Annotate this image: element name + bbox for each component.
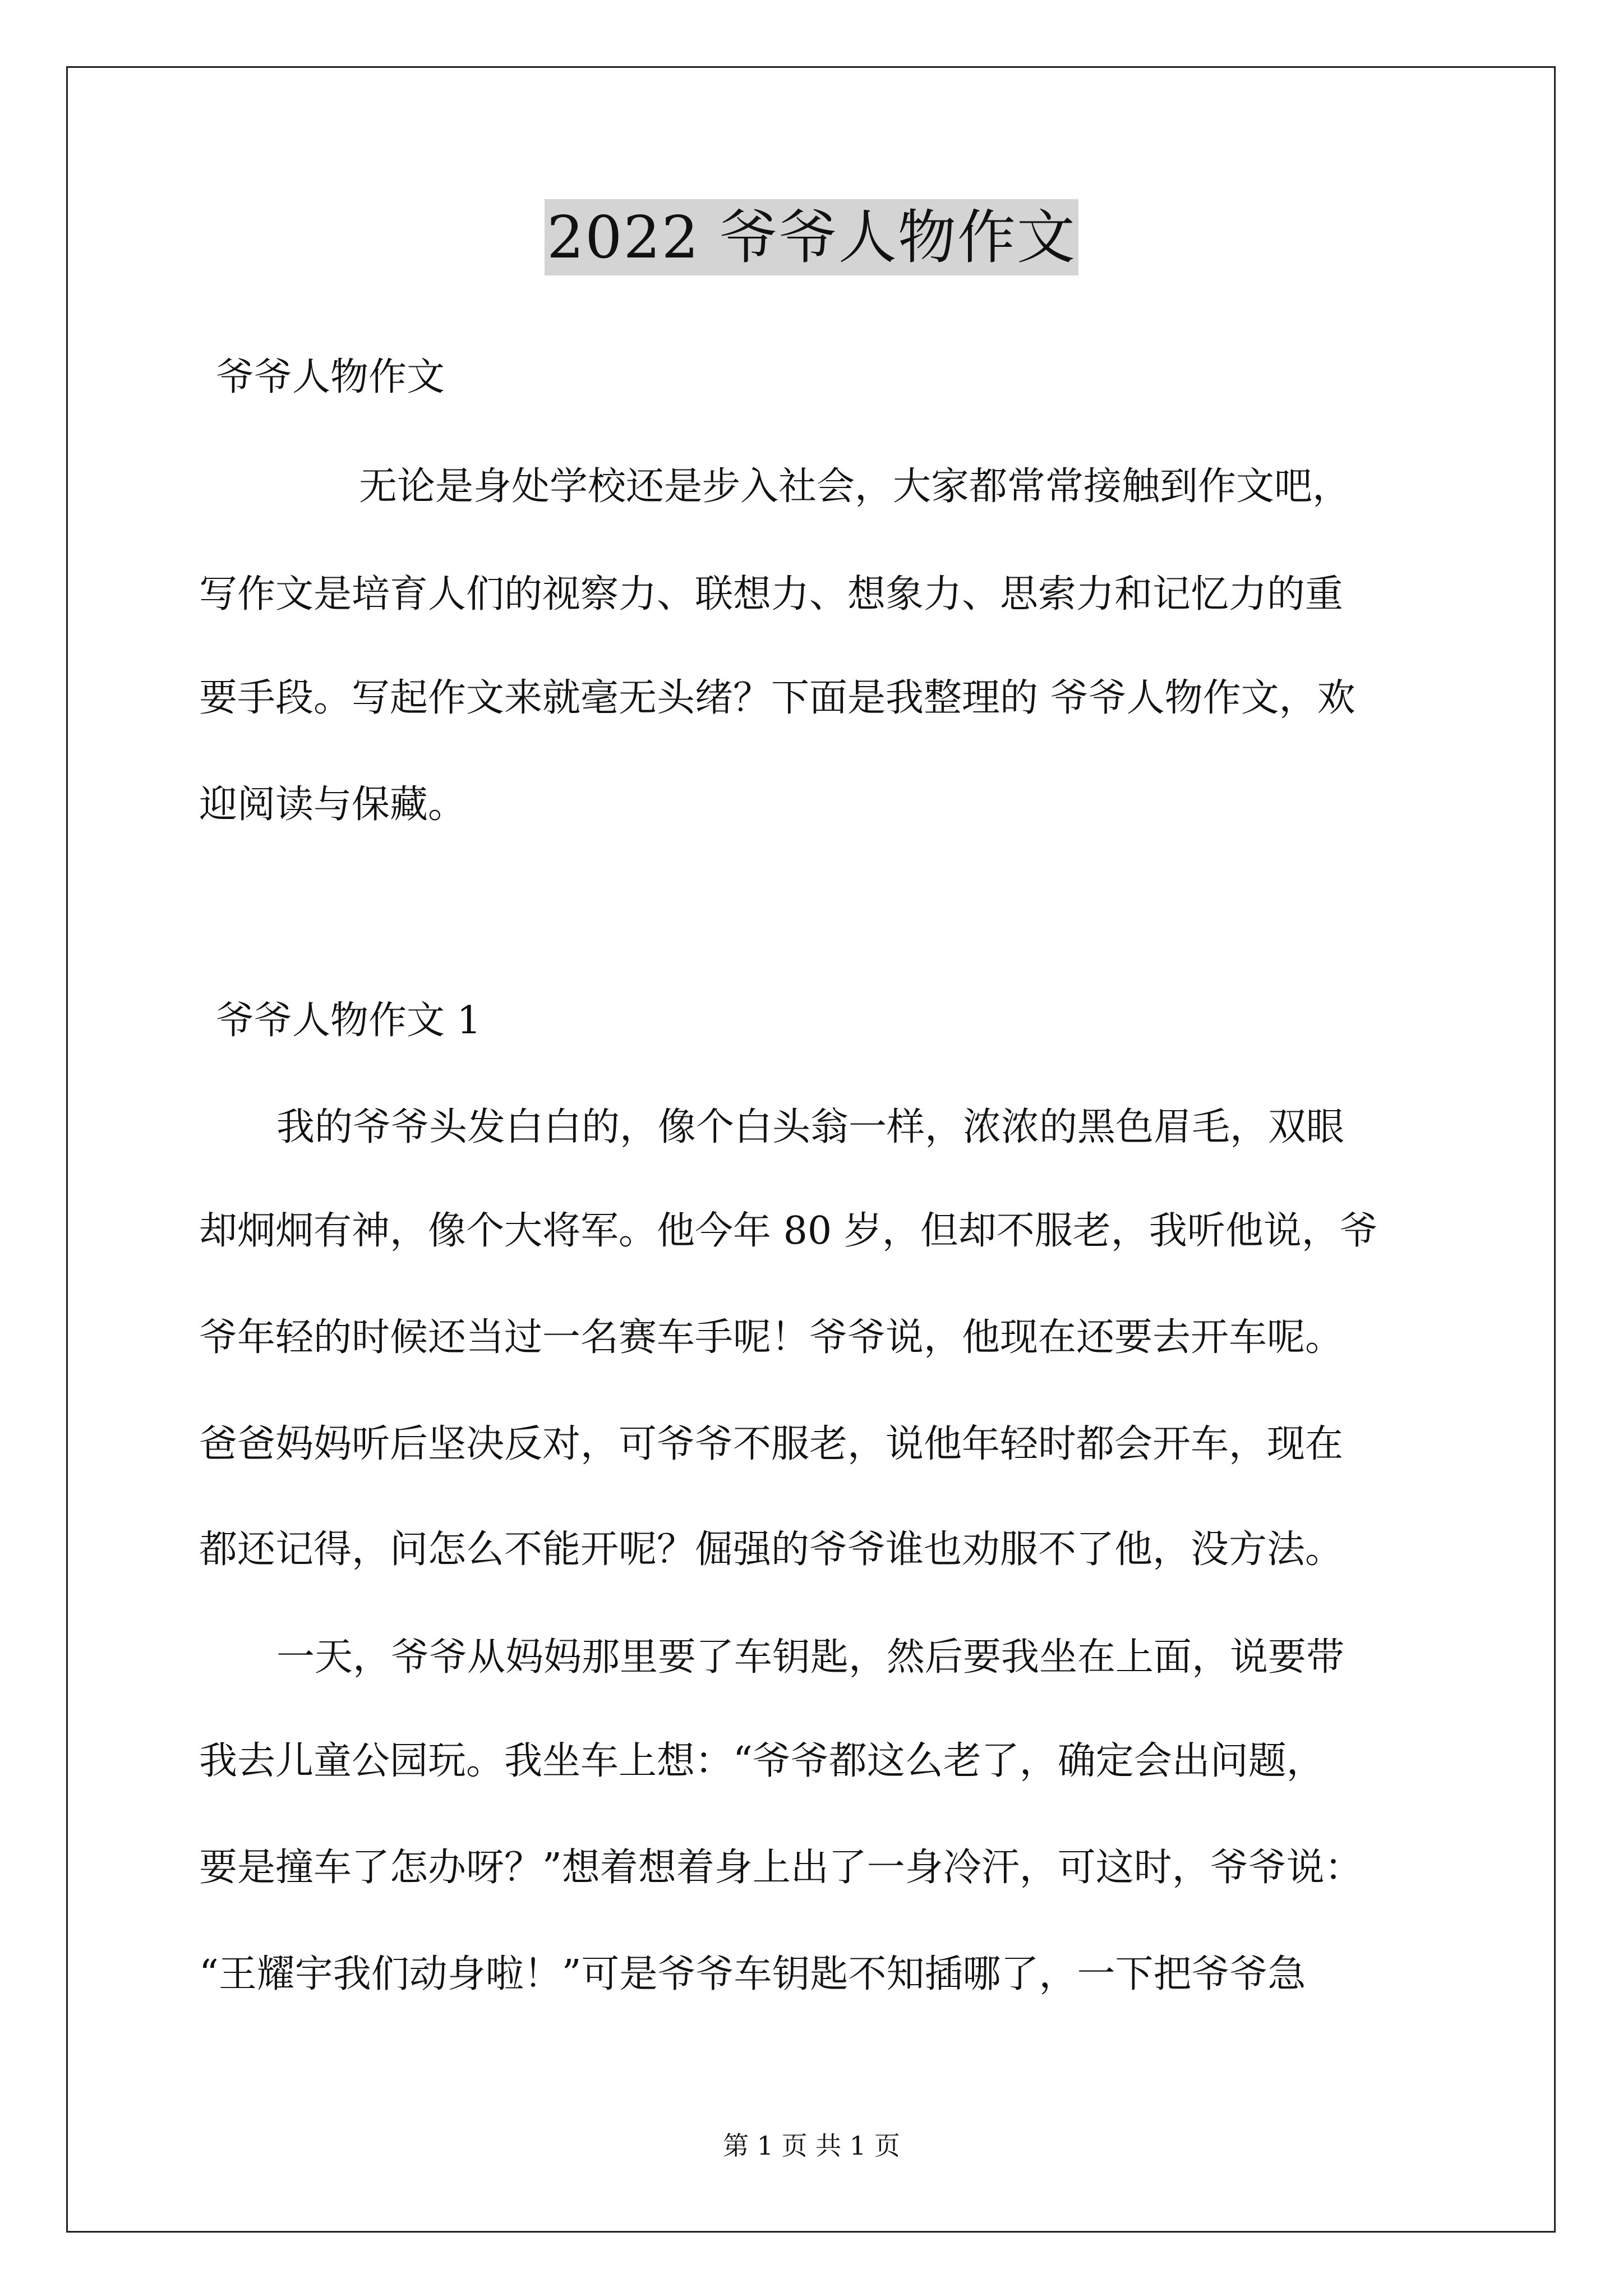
page-number-footer: 第 1 页 共 1 页 — [723, 2131, 900, 2161]
title-container — [0, 199, 1623, 275]
paragraph-line: “王耀宇我们动身啦！”可是爷爷车钥匙不知插哪了，一下把爷爷急 — [199, 1952, 1306, 1996]
paragraph-line: 爷年轻的时候还当过一名赛车手呢！爷爷说，他现在还要去开车呢。 — [199, 1315, 1344, 1360]
paragraph-line: 我的爷爷头发白白的，像个白头翁一样，浓浓的黑色眉毛，双眼 — [276, 1105, 1345, 1149]
paragraph-line: 我去儿童公园玩。我坐车上想：“爷爷都这么老了，确定会出问题， — [199, 1739, 1325, 1783]
subtitle: 爷爷人物作文 — [216, 355, 445, 399]
paragraph-line: 要是撞车了怎办呀？”想着想着身上出了一身冷汗，可这时，爷爷说： — [199, 1846, 1363, 1890]
paragraph-line: 爸爸妈妈听后坚决反对，可爷爷不服老，说他年轻时都会开车，现在 — [199, 1422, 1344, 1466]
intro-line: 无论是身处学校还是步入社会，大家都常常接触到作文吧， — [359, 464, 1351, 509]
section-heading: 爷爷人物作文 1 — [216, 999, 481, 1043]
paragraph-line: 却炯炯有神，像个大将军。他今年 80 岁，但却不服老，我听他说，爷 — [199, 1209, 1378, 1253]
document-title: 2022 爷爷人物作文 — [545, 199, 1078, 275]
intro-line: 要手段。写起作文来就毫无头绪？下面是我整理的 爷爷人物作文，欢 — [199, 676, 1355, 720]
paragraph-line: 都还记得，问怎么不能开呢？倔强的爷爷谁也劝服不了他，没方法。 — [199, 1527, 1344, 1572]
intro-line: 写作文是培育人们的视察力、联想力、想象力、思索力和记忆力的重 — [199, 572, 1344, 616]
intro-line: 迎阅读与保藏。 — [199, 783, 467, 827]
paragraph-line: 一天，爷爷从妈妈那里要了车钥匙，然后要我坐在上面，说要带 — [276, 1635, 1345, 1680]
